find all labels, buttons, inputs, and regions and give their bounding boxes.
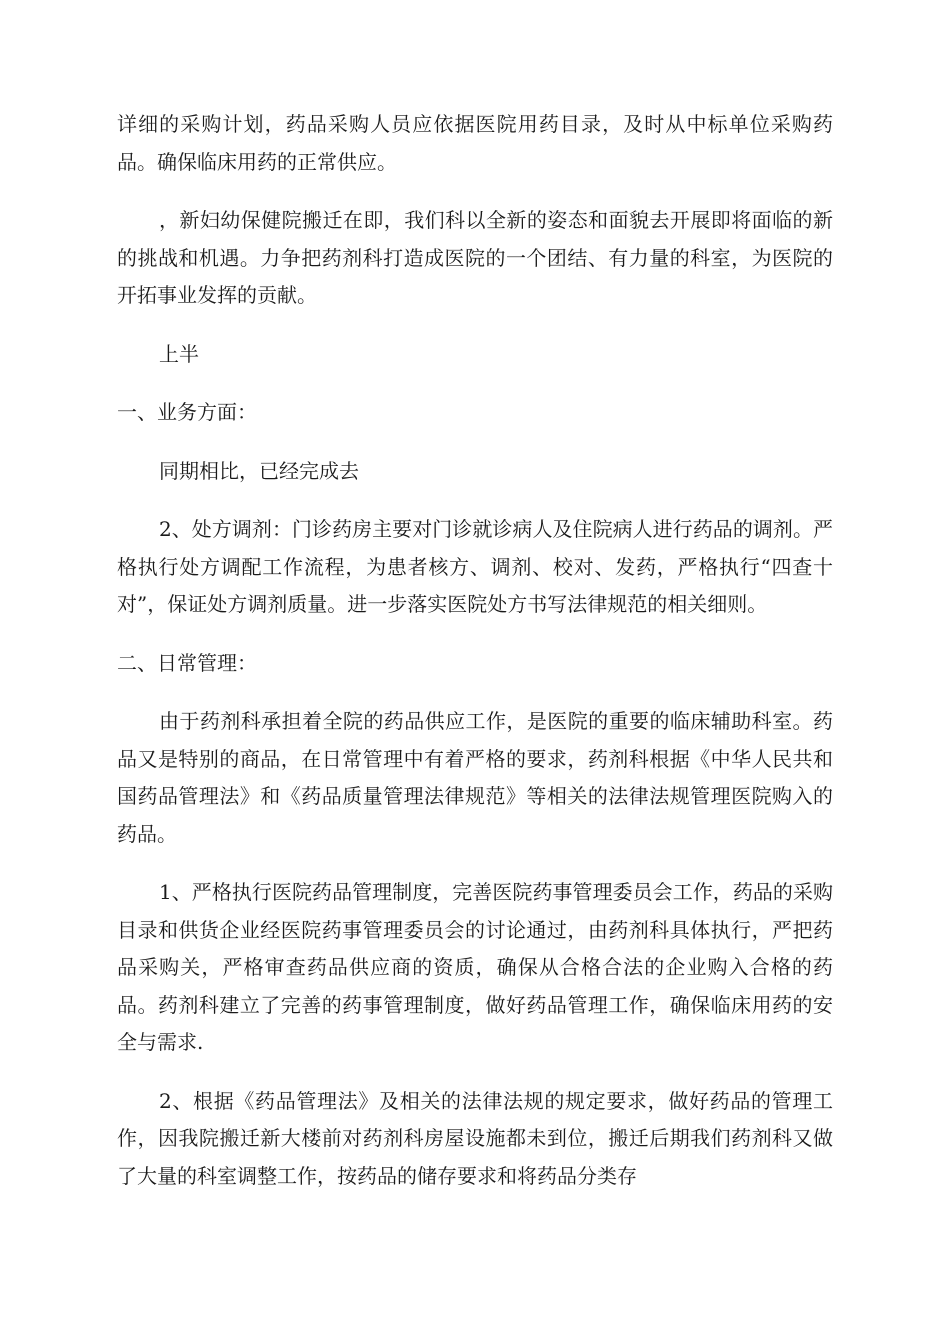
paragraph-relocation: ，新妇幼保健院搬迁在即，我们科以全新的姿态和面貌去开展即将面临的新的挑战和机遇。力争把药剂科打造成医院的一个团结、有力量的科室，为医院的开拓事业发挥的贡献。: [117, 208, 833, 307]
paragraph-drug-storage: 2、根据《药品管理法》及相关的法律法规的规定要求，做好药品的管理工作，因我院搬迁新大楼前对药剂科房屋设施都未到位，搬迁后期我们药剂科又做了大量的科室调整工作，按药品的储存要求和将药品分类存: [117, 1088, 833, 1188]
heading-daily-management: 二、日常管理：: [117, 650, 257, 675]
paragraph-management-system: 1、严格执行医院药品管理制度，完善医院药事管理委员会工作，药品的采购目录和供货企业经医院药事管理委员会的讨论通过，由药剂科具体执行，严把药品采购关，严格审查药品供应商的资质，确保从合格合法的企业购入合格的药品。药剂科建立了完善的药事管理制度，做好药品管理工作，确保临床用药的安全与需求.: [117, 880, 833, 1054]
paragraph-same-period: 同期相比，已经完成去: [159, 458, 359, 483]
paragraph-procurement-plan: 详细的采购计划，药品采购人员应依据医院用药目录，及时从中标单位采购药品。确保临床用药的正常供应。: [117, 112, 833, 174]
paragraph-prescription-dispensing: 2、处方调剂：门诊药房主要对门诊就诊病人及住院病人进行药品的调剂。严格执行处方调配工作流程，为患者核方、调剂、校对、发药，严格执行“四查十对”，保证处方调剂质量。进一步落实医院处方书写法律规范的相关细则。: [117, 517, 833, 616]
document-body: [117, 106, 833, 1216]
paragraph-pharmacy-role: 由于药剂科承担着全院的药品供应工作，是医院的重要的临床辅助科室。药品又是特别的商品，在日常管理中有着严格的要求，药剂科根据《中华人民共和国药品管理法》和《药品质量管理法律规范》等相关的法律法规管理医院购入的药品。: [117, 709, 833, 846]
heading-business: 一、业务方面：: [117, 400, 257, 424]
paragraph-first-half: 上半: [159, 341, 199, 366]
